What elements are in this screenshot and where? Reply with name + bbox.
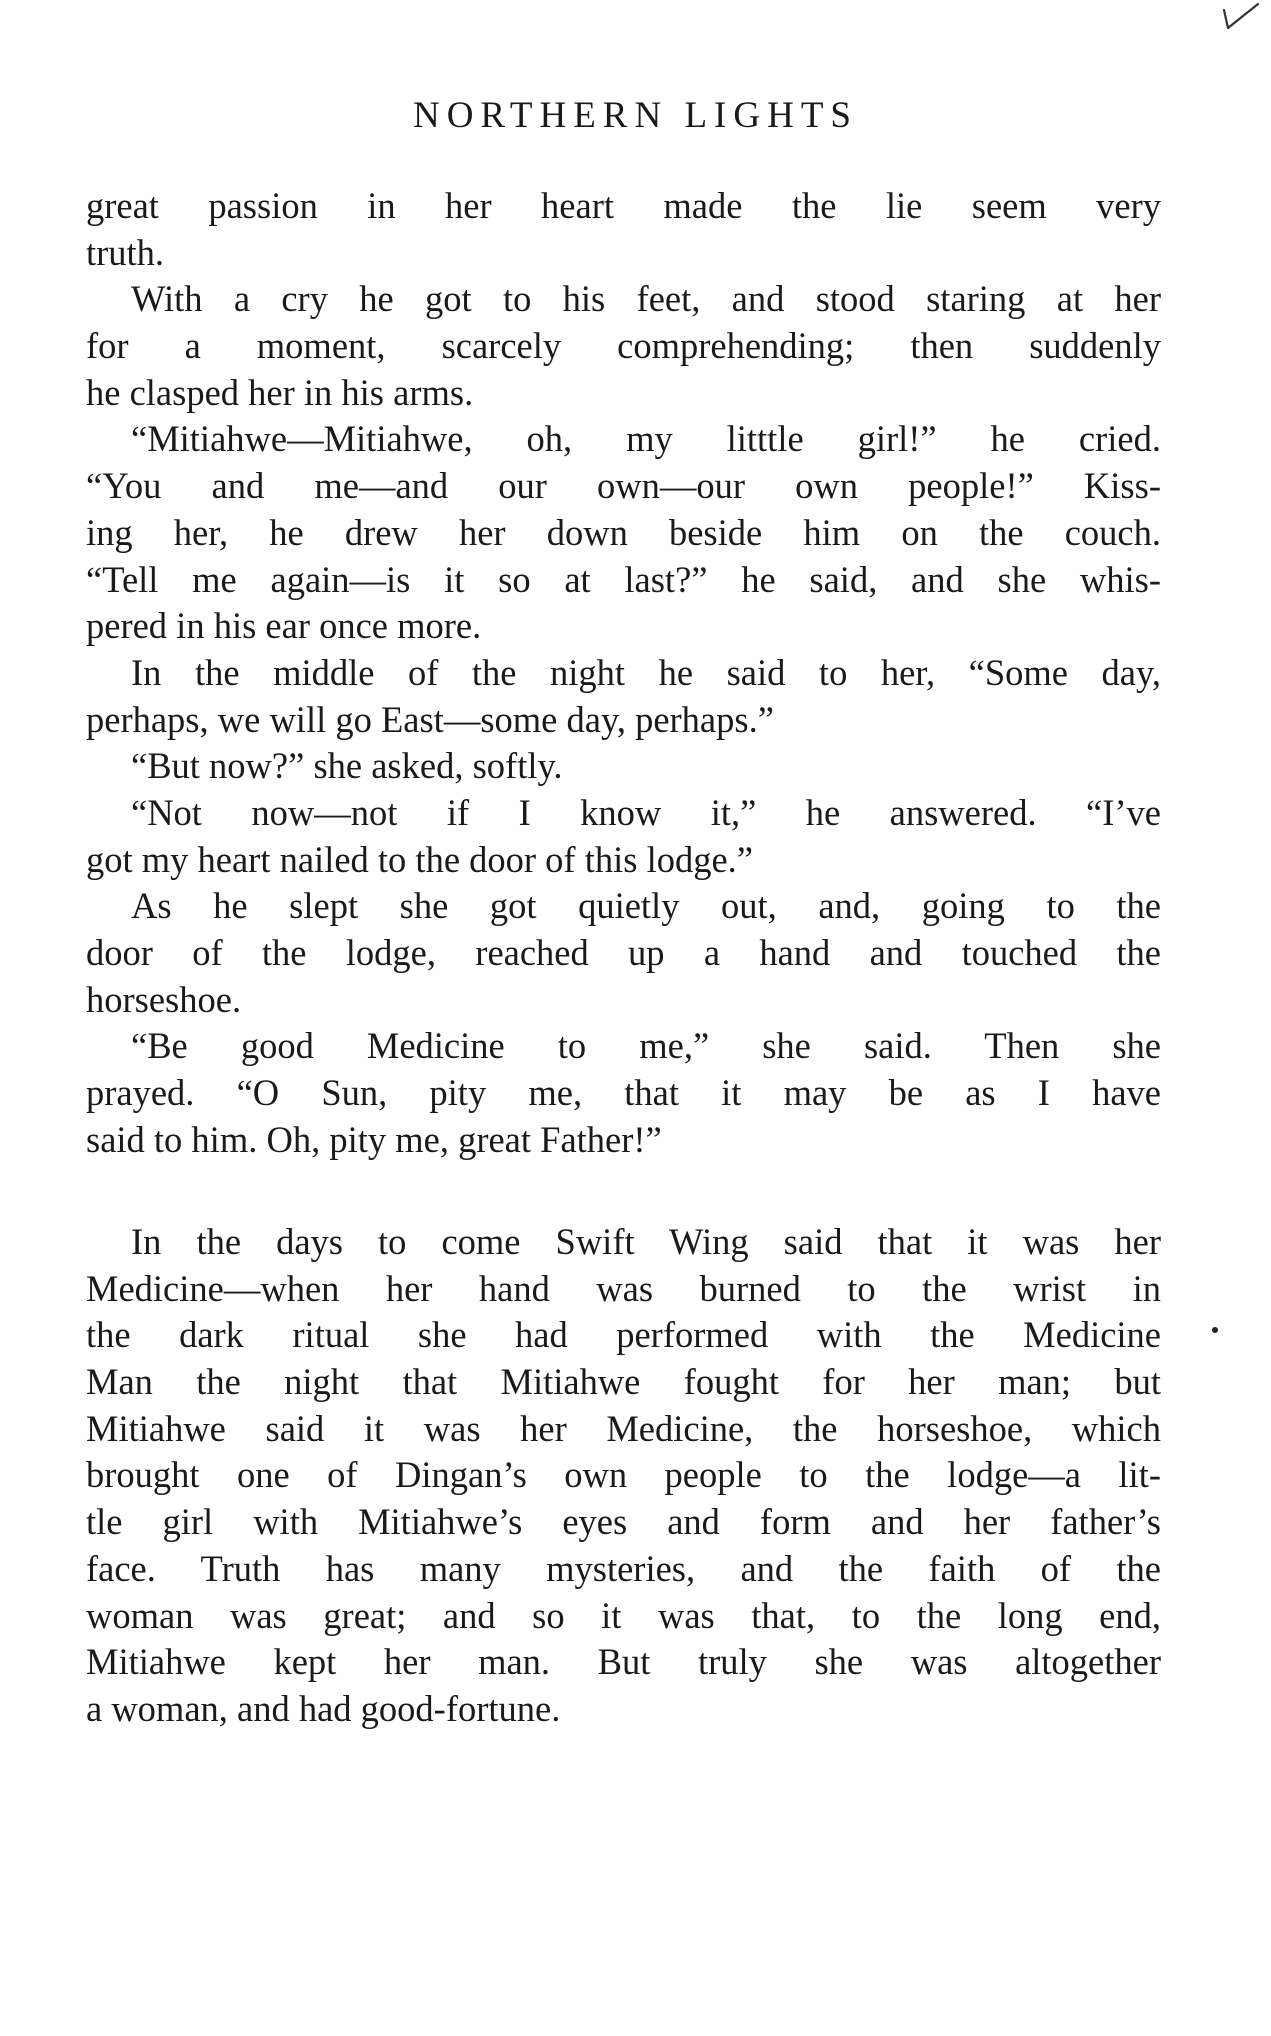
paragraph — [86, 1023, 1161, 1163]
text-line: door of the lodge, reached up a hand and touched the — [86, 932, 1161, 973]
text-block-upper — [86, 183, 1161, 1163]
paragraph — [86, 183, 1161, 276]
paragraph — [86, 416, 1161, 649]
text-line: ing her, he drew her down beside him on the couch. — [86, 511, 1161, 553]
text-line: great passion in her heart made the lie seem very — [86, 185, 1161, 226]
text-line: the dark ritual she had performed with the Medicine — [86, 1314, 1161, 1356]
text-line: horseshoe. — [86, 978, 242, 1020]
text-line: a woman, and had good-fortune. — [86, 1687, 561, 1729]
text-line: “Tell me again—is it so at last?” he said, and she whis- — [86, 558, 1161, 600]
text-line: face. Truth has many mysteries, and the faith of the — [86, 1547, 1161, 1589]
text-line: “Mitiahwe—Mitiahwe, oh, my litttle girl!” he cried. — [131, 418, 1161, 460]
text-line: As he slept she got quietly out, and, going to the — [131, 885, 1161, 927]
text-line: Mitiahwe said it was her Medicine, the horseshoe, which — [86, 1407, 1161, 1449]
text-line: “But now?” she asked, softly. — [131, 745, 563, 787]
text-line: In the middle of the night he said to her, “Some day, — [131, 651, 1161, 693]
paragraph — [86, 743, 1161, 790]
text-line: perhaps, we will go East—some day, perhaps.” — [86, 698, 774, 740]
text-line: got my heart nailed to the door of this lodge.” — [86, 838, 753, 880]
pencil-check-mark — [1218, 2, 1271, 32]
text-line: pered in his ear once more. — [86, 605, 482, 647]
text-line: Man the night that Mitiahwe fought for her man; but — [86, 1361, 1161, 1403]
text-line: said to him. Oh, pity me, great Father!” — [86, 1118, 662, 1160]
paragraph — [86, 650, 1161, 743]
text-line: brought one of Dingan’s own people to the lodge—a lit- — [86, 1454, 1161, 1496]
text-block-lower — [86, 1219, 1161, 1733]
text-line: In the days to come Swift Wing said that it was her — [131, 1221, 1161, 1262]
text-line: truth. — [86, 231, 165, 273]
text-line: Medicine—when her hand was burned to the wrist in — [86, 1267, 1161, 1309]
paragraph — [86, 790, 1161, 883]
text-line: “Be good Medicine to me,” she said. Then she — [131, 1025, 1161, 1067]
paragraph — [86, 883, 1161, 1023]
paragraph — [86, 1219, 1161, 1733]
text-line: he clasped her in his arms. — [86, 371, 474, 413]
text-line: woman was great; and so it was that, to the long end, — [86, 1594, 1161, 1636]
text-line: With a cry he got to his feet, and stood staring at her — [131, 278, 1161, 320]
text-line: Mitiahwe kept her man. But truly she was altogether — [86, 1641, 1161, 1683]
running-head: NORTHERN LIGHTS — [412, 95, 858, 136]
text-line: “You and me—and our own—our own people!” Kiss- — [86, 465, 1161, 507]
text-line: “Not now—not if I know it,” he answered. “I’ve — [131, 791, 1161, 833]
text-line: for a moment, scarcely comprehending; then suddenly — [86, 325, 1161, 367]
paragraph — [86, 276, 1161, 416]
margin-speck — [1212, 1327, 1218, 1333]
text-line: prayed. “O Sun, pity me, that it may be as I have — [86, 1072, 1161, 1114]
text-line: tle girl with Mitiahwe’s eyes and form and her father’s — [86, 1501, 1161, 1543]
